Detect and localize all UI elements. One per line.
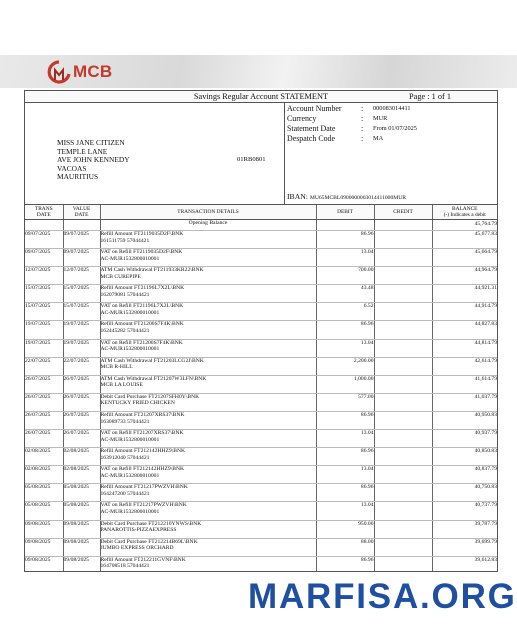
debit-amount: 1,000.00	[316, 375, 374, 393]
trans-date: 19/07/2025	[25, 321, 63, 339]
transaction-details	[100, 538, 316, 556]
credit-amount	[374, 249, 432, 267]
separator: :	[361, 114, 364, 123]
details-line: Refill Amount FT21196L7X2L\BNK	[100, 285, 185, 292]
balance-amount: 44,921.31	[432, 285, 497, 303]
details-line: MCB R-HILL	[100, 364, 133, 371]
credit-amount	[374, 538, 432, 556]
trans-date: 09/08/2025	[25, 538, 63, 556]
balance-amount: 40,750.83	[432, 484, 497, 502]
col-header-credit: CREDIT	[374, 205, 432, 220]
credit-amount	[374, 339, 432, 357]
table-row	[25, 430, 497, 448]
value-date: 19/07/2025	[63, 339, 100, 357]
debit-amount: 88.00	[316, 538, 374, 556]
debit-amount: 13.04	[316, 430, 374, 448]
trans-date: 09/08/2025	[25, 520, 63, 538]
table-row	[25, 520, 497, 538]
debit-amount: 86.96	[316, 448, 374, 466]
details-line: AC-MUR1532800010001	[100, 255, 160, 262]
value-date: 12/07/2025	[63, 267, 100, 285]
transaction-details	[100, 466, 316, 484]
details-line: 164247200 57044421	[100, 490, 150, 497]
transaction-details	[100, 339, 316, 357]
trans-date: 02/08/2025	[25, 448, 63, 466]
watermark: MARFISA.ORG	[248, 577, 517, 616]
table-header-row	[25, 205, 497, 220]
currency-label: Currency	[287, 114, 317, 123]
currency-value: MUR	[373, 115, 388, 122]
page-indicator: Page : 1 of 1	[409, 92, 451, 101]
col-header-value-date: VALUE DATE	[63, 205, 100, 220]
address-line: TEMPLE LANE	[57, 146, 108, 156]
table-row	[25, 249, 497, 267]
credit-amount	[374, 430, 432, 448]
balance-amount: 40,837.79	[432, 466, 497, 484]
table-row	[25, 375, 497, 393]
debit-amount: 13.04	[316, 249, 374, 267]
details-line: 164708518 57044421	[100, 563, 150, 570]
trans-date: 09/08/2025	[25, 556, 63, 572]
address-line: MAURITIUS	[57, 172, 99, 182]
transaction-details	[100, 448, 316, 466]
table-row	[25, 357, 497, 375]
bank-logo	[46, 60, 112, 84]
transaction-details	[100, 249, 316, 267]
table-row	[25, 502, 497, 520]
details-line: JUMBO EXPRESS ORCHARD	[100, 545, 174, 552]
debit-amount: 86.96	[316, 231, 374, 249]
transaction-details	[100, 375, 316, 393]
value-date: 09/08/2025	[63, 538, 100, 556]
details-line: 162079081 57044421	[100, 291, 150, 298]
trans-date: 12/07/2025	[25, 267, 63, 285]
transaction-details	[100, 484, 316, 502]
credit-amount	[374, 303, 432, 321]
details-line: Refill Amount FT21200S7F4K\BNK	[100, 321, 184, 328]
value-date: 26/07/2025	[63, 430, 100, 448]
statement-date-value: From 01/07/2025	[373, 125, 417, 132]
value-date: 26/07/2025	[63, 411, 100, 429]
separator: :	[361, 124, 364, 133]
details-line: AC-MUR1532800010001	[100, 509, 160, 515]
transaction-details	[100, 430, 316, 448]
trans-date: 15/07/2025	[25, 303, 63, 321]
value-date: 09/07/2025	[63, 231, 100, 249]
credit-amount	[374, 556, 432, 572]
debit-amount: 577.00	[316, 393, 374, 411]
account-info	[287, 103, 497, 204]
credit-amount	[374, 267, 432, 285]
balance-amount: 39,612.83	[432, 556, 497, 572]
table-row	[25, 303, 497, 321]
details-line: KENTUCKY FRIED CHICKEN	[100, 400, 175, 407]
credit-amount	[374, 466, 432, 484]
details-line: Refill Amount FT21207XRS37\BNK	[100, 411, 185, 418]
statement-frame	[24, 90, 498, 572]
trans-date: 26/07/2025	[25, 411, 63, 429]
credit-amount	[374, 520, 432, 538]
table-row	[25, 484, 497, 502]
balance-amount: 39,699.79	[432, 538, 497, 556]
statement-info	[25, 103, 497, 205]
transaction-details	[100, 502, 316, 520]
value-date: 05/08/2025	[63, 502, 100, 520]
credit-amount	[374, 411, 432, 429]
details-line: VAT on Refill FT21207XRS37\BNK	[100, 430, 184, 437]
balance-amount: 42,614.79	[432, 357, 497, 375]
account-number-label: Account Number	[287, 104, 342, 113]
balance-amount: 41,037.79	[432, 393, 497, 411]
table-row	[25, 466, 497, 484]
debit-amount: 13.04	[316, 339, 374, 357]
balance-amount: 44,964.79	[432, 267, 497, 285]
statement-title: Savings Regular Account STATEMENT	[193, 92, 329, 101]
balance-amount: 44,814.79	[432, 339, 497, 357]
value-date: 15/07/2025	[63, 303, 100, 321]
value-date: 09/08/2025	[63, 556, 100, 572]
balance-amount: 45,664.79	[432, 249, 497, 267]
credit-amount	[374, 393, 432, 411]
statement-title-row	[25, 91, 497, 103]
table-row	[25, 411, 497, 429]
trans-date: 26/07/2025	[25, 430, 63, 448]
details-line: MCB LA LOUISE	[100, 382, 143, 389]
transaction-details	[100, 393, 316, 411]
debit-amount: 13.04	[316, 466, 374, 484]
transaction-details	[100, 520, 316, 538]
details-line: PANAROTTIS-PIZZAEXPRESS	[100, 527, 177, 534]
trans-date: 19/07/2025	[25, 339, 63, 357]
balance-amount: 40,937.79	[432, 430, 497, 448]
trans-date: 05/08/2025	[25, 484, 63, 502]
details-line: ATM Cash Withdrawal FT21203LCG2J\BNK	[100, 357, 204, 364]
iban-row	[287, 192, 406, 201]
details-line: MCB CUREPIPE	[100, 273, 141, 280]
details-line: VAT on Refill FT21196L7X2L\BNK	[100, 303, 184, 310]
table-row	[25, 321, 497, 339]
credit-amount	[374, 357, 432, 375]
separator: :	[361, 134, 364, 143]
address-line: AVE JOHN KENNEDY	[57, 155, 130, 165]
value-date: 26/07/2025	[63, 393, 100, 411]
value-date: 05/08/2025	[63, 484, 100, 502]
details-line: VAT on Refill FT212142HHZ9\BNK	[100, 466, 185, 473]
details-line: Refill Amount FT212142HHZ9\BNK	[100, 448, 186, 455]
value-date: 15/07/2025	[63, 285, 100, 303]
trans-date: 05/08/2025	[25, 502, 63, 520]
table-row	[25, 267, 497, 285]
transaction-details	[100, 411, 316, 429]
mcb-logo-icon	[46, 60, 72, 84]
details-line: AC-MUR1532800010001	[100, 436, 160, 443]
value-date: 09/08/2025	[63, 520, 100, 538]
transaction-details	[100, 321, 316, 339]
credit-amount	[374, 502, 432, 520]
transaction-details	[100, 231, 316, 249]
trans-date: 22/07/2025	[25, 357, 63, 375]
trans-date: 02/08/2025	[25, 466, 63, 484]
table-row	[25, 231, 497, 249]
col-header-debit: DEBIT	[316, 205, 374, 220]
debit-amount: 86.96	[316, 411, 374, 429]
debit-amount: 86.96	[316, 484, 374, 502]
balance-amount: 44,827.83	[432, 321, 497, 339]
debit-amount: 700.00	[316, 267, 374, 285]
balance-amount: 40,850.83	[432, 448, 497, 466]
despatch-code-label: Despatch Code	[287, 134, 335, 143]
details-line: ATM Cash Withdrawal FT21207W3LFN\BNK	[100, 375, 207, 382]
value-date: 26/07/2025	[63, 375, 100, 393]
trans-date: 09/07/2025	[25, 249, 63, 267]
details-line: Debit Card Purchase FT21207SFH0Y\BNK	[100, 393, 200, 400]
credit-amount	[374, 321, 432, 339]
details-line: VAT on Refill FT21217PWZVH\BNK	[100, 502, 187, 509]
details-line: 163089733 57044421	[100, 418, 150, 425]
details-line: VAT on Refill FT21200S7F4K\BNK	[100, 339, 183, 346]
table-row	[25, 556, 497, 572]
details-line: VAT on Refill FT2119035D2F\BNK	[100, 249, 183, 256]
transaction-details	[100, 357, 316, 375]
address-line: MISS JANE CITIZEN	[57, 138, 125, 147]
details-line: 161511759 57044421	[100, 237, 150, 244]
details-line: 163912040 57044421	[100, 454, 150, 461]
credit-amount	[374, 231, 432, 249]
credit-amount	[374, 484, 432, 502]
transaction-details	[100, 303, 316, 321]
details-line: AC-MUR1532800010001	[100, 346, 160, 353]
separator: :	[361, 104, 364, 113]
col-header-trans-date: TRANS DATE	[25, 205, 63, 220]
debit-amount: 86.96	[316, 556, 374, 572]
customer-address-box	[25, 103, 285, 204]
balance-amount: 40,737.79	[432, 502, 497, 520]
trans-date: 09/07/2025	[25, 231, 63, 249]
value-date: 09/07/2025	[63, 249, 100, 267]
balance-amount: 44,914.79	[432, 303, 497, 321]
transaction-details	[100, 556, 316, 572]
opening-balance-row	[25, 220, 497, 231]
despatch-code-value: MA	[373, 135, 384, 142]
debit-amount: 6.52	[316, 303, 374, 321]
balance-amount: 41,614.79	[432, 375, 497, 393]
trans-date: 15/07/2025	[25, 285, 63, 303]
value-date: 02/08/2025	[63, 448, 100, 466]
credit-amount	[374, 448, 432, 466]
credit-amount	[374, 285, 432, 303]
col-header-balance: BALANCE (-) Indicates a debit	[432, 205, 497, 220]
details-line: AC-MUR1532800010001	[100, 309, 160, 316]
details-line: Debit Card Purchase FT212210YNWS\BNK	[100, 520, 202, 527]
debit-amount: 2,200.00	[316, 357, 374, 375]
table-row	[25, 448, 497, 466]
balance-amount: 39,787.79	[432, 520, 497, 538]
opening-balance-label: Opening Balance	[100, 220, 316, 231]
value-date: 22/07/2025	[63, 357, 100, 375]
logo-text: MCB	[73, 62, 113, 81]
table-row	[25, 538, 497, 556]
trans-date: 26/07/2025	[25, 393, 63, 411]
balance-amount: 40,950.83	[432, 411, 497, 429]
details-line: Refill Amount FT2119035D2F\BNK	[100, 231, 184, 237]
transactions-table	[25, 205, 497, 572]
customer-address	[57, 139, 130, 182]
details-line: 162445282 57044421	[100, 328, 150, 335]
details-line: Debit Card Purchase FT212214B69L\BNK	[100, 538, 198, 545]
branch-reference: 01RB0801	[237, 156, 266, 163]
table-row	[25, 393, 497, 411]
statement-date-label: Statement Date	[287, 124, 336, 133]
iban-value: MU65MCBL0900000003014411000MUR	[309, 195, 406, 201]
details-line: Refill Amount FT21217PWZVH\BNK	[100, 484, 188, 491]
details-line: AC-MUR1532800010001	[100, 472, 160, 479]
debit-amount: 86.96	[316, 321, 374, 339]
debit-amount: 950.00	[316, 520, 374, 538]
iban-label: IBAN:	[287, 192, 308, 201]
balance-amount: 45,677.83	[432, 231, 497, 249]
opening-balance-value: 45,764.79	[432, 220, 497, 231]
col-header-details: TRANSACTION DETAILS	[100, 205, 316, 220]
value-date: 02/08/2025	[63, 466, 100, 484]
trans-date: 26/07/2025	[25, 375, 63, 393]
table-row	[25, 339, 497, 357]
details-line: Refill Amount FT212211GVNF\BNK	[100, 556, 186, 563]
details-line: ATM Cash Withdrawal FT211933KR22\BNK	[100, 267, 204, 274]
debit-amount: 43.48	[316, 285, 374, 303]
account-number-value: 000083014411	[373, 105, 411, 112]
credit-amount	[374, 375, 432, 393]
debit-amount: 13.04	[316, 502, 374, 520]
value-date: 19/07/2025	[63, 321, 100, 339]
transaction-details	[100, 267, 316, 285]
address-line: VACOAS	[57, 163, 87, 173]
table-row	[25, 285, 497, 303]
transaction-details	[100, 285, 316, 303]
